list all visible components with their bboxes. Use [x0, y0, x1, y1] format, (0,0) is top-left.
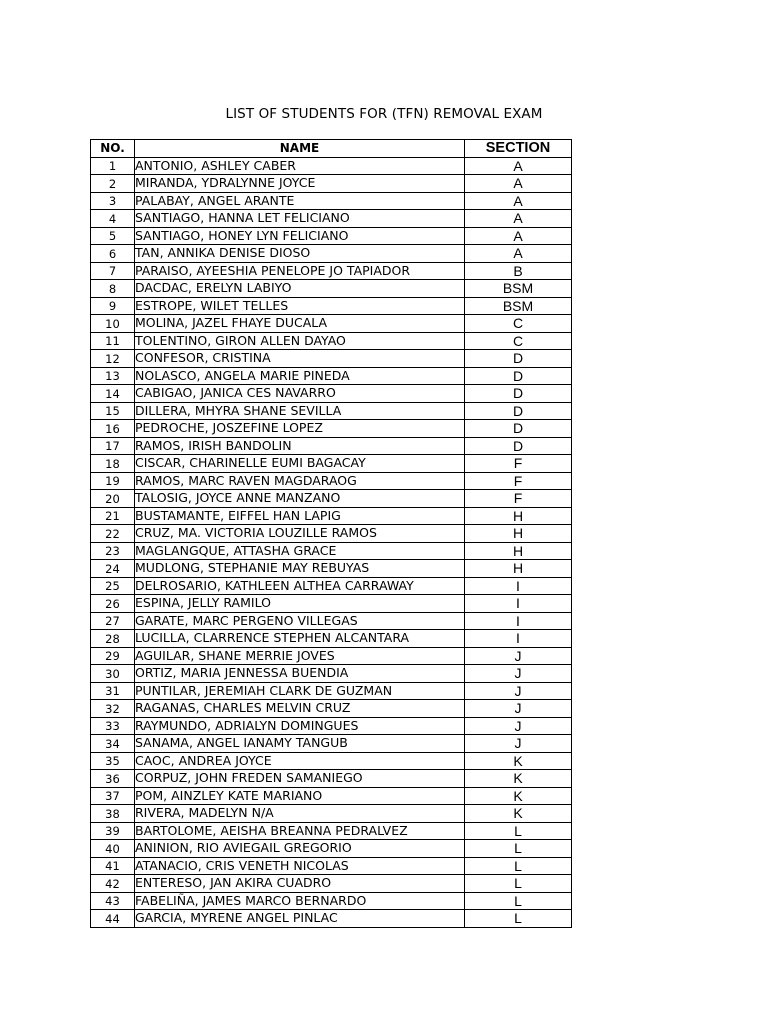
table-row [91, 840, 572, 858]
section-cell: BSM [465, 297, 572, 315]
section-cell: L [465, 840, 572, 858]
row-number-cell: 31 [91, 682, 135, 700]
section-cell: A [465, 157, 572, 175]
student-name-cell: TAN, ANNIKA DENISE DIOSO [135, 245, 465, 263]
row-number-cell: 10 [91, 315, 135, 333]
student-name-cell: CAOC, ANDREA JOYCE [135, 752, 465, 770]
section-cell: J [465, 717, 572, 735]
student-name-cell: BARTOLOME, AEISHA BREANNA PEDRALVEZ [135, 822, 465, 840]
student-name-cell: TALOSIG, JOYCE ANNE MANZANO [135, 490, 465, 508]
student-name-cell: PEDROCHE, JOSZEFINE LOPEZ [135, 420, 465, 438]
student-name-cell: MOLINA, JAZEL FHAYE DUCALA [135, 315, 465, 333]
student-name-cell: CONFESOR, CRISTINA [135, 350, 465, 368]
table-row [91, 262, 572, 280]
table-row [91, 437, 572, 455]
student-name-cell: ANINION, RIO AVIEGAIL GREGORIO [135, 840, 465, 858]
section-cell: A [465, 245, 572, 263]
section-cell: L [465, 857, 572, 875]
student-name-cell: DILLERA, MHYRA SHANE SEVILLA [135, 402, 465, 420]
student-name-cell: SANTIAGO, HONEY LYN FELICIANO [135, 227, 465, 245]
row-number-cell: 13 [91, 367, 135, 385]
row-number-cell: 39 [91, 822, 135, 840]
student-name-cell: PARAISO, AYEESHIA PENELOPE JO TAPIADOR [135, 262, 465, 280]
section-cell: I [465, 630, 572, 648]
section-cell: D [465, 420, 572, 438]
table-row [91, 192, 572, 210]
row-number-cell: 26 [91, 595, 135, 613]
row-number-cell: 23 [91, 542, 135, 560]
row-number-cell: 15 [91, 402, 135, 420]
table-row [91, 630, 572, 648]
section-cell: K [465, 770, 572, 788]
row-number-cell: 25 [91, 577, 135, 595]
row-number-cell: 34 [91, 735, 135, 753]
table-row [91, 910, 572, 928]
section-cell: F [465, 490, 572, 508]
row-number-cell: 17 [91, 437, 135, 455]
section-cell: K [465, 805, 572, 823]
table-row [91, 525, 572, 543]
row-number-cell: 29 [91, 647, 135, 665]
table-row [91, 175, 572, 193]
section-cell: J [465, 700, 572, 718]
row-number-cell: 28 [91, 630, 135, 648]
student-name-cell: RAMOS, IRISH BANDOLIN [135, 437, 465, 455]
row-number-cell: 27 [91, 612, 135, 630]
page-title [0, 106, 768, 122]
row-number-cell: 32 [91, 700, 135, 718]
row-number-cell: 41 [91, 857, 135, 875]
section-cell: K [465, 787, 572, 805]
table-row [91, 402, 572, 420]
table-row [91, 455, 572, 473]
table-row [91, 770, 572, 788]
section-cell: L [465, 875, 572, 893]
student-name-cell: RAMOS, MARC RAVEN MAGDARAOG [135, 472, 465, 490]
section-cell: A [465, 210, 572, 228]
section-cell: D [465, 385, 572, 403]
table-row [91, 612, 572, 630]
row-number-cell: 16 [91, 420, 135, 438]
table-row [91, 367, 572, 385]
section-cell: F [465, 455, 572, 473]
table-row [91, 332, 572, 350]
row-number-cell: 4 [91, 210, 135, 228]
table-row [91, 420, 572, 438]
section-cell: I [465, 612, 572, 630]
student-name-cell: RIVERA, MADELYN N/A [135, 805, 465, 823]
row-number-cell: 6 [91, 245, 135, 263]
section-cell: L [465, 910, 572, 928]
row-number-cell: 18 [91, 455, 135, 473]
table-row [91, 700, 572, 718]
table-row [91, 350, 572, 368]
student-name-cell: MUDLONG, STEPHANIE MAY REBUYAS [135, 560, 465, 578]
table-row [91, 472, 572, 490]
table-row [91, 665, 572, 683]
student-name-cell: GARCIA, MYRENE ANGEL PINLAC [135, 910, 465, 928]
student-name-cell: POM, AINZLEY KATE MARIANO [135, 787, 465, 805]
table-row [91, 752, 572, 770]
table-body [91, 157, 572, 927]
section-cell: D [465, 367, 572, 385]
table-row [91, 735, 572, 753]
row-number-cell: 21 [91, 507, 135, 525]
row-number-cell: 11 [91, 332, 135, 350]
row-number-cell: 19 [91, 472, 135, 490]
section-cell: D [465, 437, 572, 455]
section-cell: H [465, 560, 572, 578]
table-row [91, 857, 572, 875]
row-number-cell: 8 [91, 280, 135, 298]
student-name-cell: DACDAC, ERELYN LABIYO [135, 280, 465, 298]
student-name-cell: TOLENTINO, GIRON ALLEN DAYAO [135, 332, 465, 350]
section-cell: C [465, 332, 572, 350]
student-name-cell: LUCILLA, CLARRENCE STEPHEN ALCANTARA [135, 630, 465, 648]
student-name-cell: GARATE, MARC PERGENO VILLEGAS [135, 612, 465, 630]
student-name-cell: CRUZ, MA. VICTORIA LOUZILLE RAMOS [135, 525, 465, 543]
student-name-cell: SANTIAGO, HANNA LET FELICIANO [135, 210, 465, 228]
row-number-cell: 42 [91, 875, 135, 893]
student-name-cell: CABIGAO, JANICA CES NAVARRO [135, 385, 465, 403]
row-number-cell: 33 [91, 717, 135, 735]
student-name-cell: ESTROPE, WILET TELLES [135, 297, 465, 315]
student-name-cell: MAGLANGQUE, ATTASHA GRACE [135, 542, 465, 560]
student-name-cell: ESPINA, JELLY RAMILO [135, 595, 465, 613]
student-name-cell: FABELIÑA, JAMES MARCO BERNARDO [135, 892, 465, 910]
table-row [91, 787, 572, 805]
table-row [91, 385, 572, 403]
row-number-cell: 1 [91, 157, 135, 175]
table-row [91, 280, 572, 298]
section-cell: F [465, 472, 572, 490]
section-cell: A [465, 227, 572, 245]
table-row [91, 297, 572, 315]
table-row [91, 490, 572, 508]
table-row [91, 717, 572, 735]
student-name-cell: PALABAY, ANGEL ARANTE [135, 192, 465, 210]
row-number-cell: 12 [91, 350, 135, 368]
section-cell: L [465, 892, 572, 910]
student-name-cell: ENTERESO, JAN AKIRA CUADRO [135, 875, 465, 893]
row-number-cell: 2 [91, 175, 135, 193]
section-cell: H [465, 507, 572, 525]
row-number-cell: 20 [91, 490, 135, 508]
section-cell: J [465, 682, 572, 700]
table-row [91, 682, 572, 700]
table-header [91, 140, 572, 158]
section-cell: B [465, 262, 572, 280]
student-name-cell: ANTONIO, ASHLEY CABER [135, 157, 465, 175]
section-cell: J [465, 647, 572, 665]
row-number-cell: 38 [91, 805, 135, 823]
column-header-name: NAME [135, 140, 465, 158]
table-row [91, 210, 572, 228]
table-row [91, 822, 572, 840]
student-name-cell: CISCAR, CHARINELLE EUMI BAGACAY [135, 455, 465, 473]
table-row [91, 560, 572, 578]
column-header-section: SECTION [465, 140, 572, 158]
student-name-cell: RAYMUNDO, ADRIALYN DOMINGUES [135, 717, 465, 735]
table-row [91, 805, 572, 823]
student-list-table [90, 139, 572, 928]
row-number-cell: 37 [91, 787, 135, 805]
section-cell: L [465, 822, 572, 840]
section-cell: I [465, 577, 572, 595]
row-number-cell: 30 [91, 665, 135, 683]
table-row [91, 157, 572, 175]
student-name-cell: DELROSARIO, KATHLEEN ALTHEA CARRAWAY [135, 577, 465, 595]
row-number-cell: 40 [91, 840, 135, 858]
table-row [91, 875, 572, 893]
table-row [91, 892, 572, 910]
table-row [91, 577, 572, 595]
student-name-cell: SANAMA, ANGEL IANAMY TANGUB [135, 735, 465, 753]
row-number-cell: 44 [91, 910, 135, 928]
row-number-cell: 43 [91, 892, 135, 910]
section-cell: H [465, 525, 572, 543]
section-cell: K [465, 752, 572, 770]
student-name-cell: ATANACIO, CRIS VENETH NICOLAS [135, 857, 465, 875]
table-row [91, 647, 572, 665]
page-title-text: LIST OF STUDENTS FOR (TFN) REMOVAL EXAM [225, 106, 543, 122]
section-cell: J [465, 665, 572, 683]
row-number-cell: 7 [91, 262, 135, 280]
student-name-cell: AGUILAR, SHANE MERRIE JOVES [135, 647, 465, 665]
student-name-cell: PUNTILAR, JEREMIAH CLARK DE GUZMAN [135, 682, 465, 700]
section-cell: D [465, 402, 572, 420]
table-row [91, 227, 572, 245]
section-cell: J [465, 735, 572, 753]
section-cell: BSM [465, 280, 572, 298]
table-row [91, 315, 572, 333]
student-name-cell: NOLASCO, ANGELA MARIE PINEDA [135, 367, 465, 385]
student-name-cell: CORPUZ, JOHN FREDEN SAMANIEGO [135, 770, 465, 788]
table-row [91, 507, 572, 525]
row-number-cell: 35 [91, 752, 135, 770]
section-cell: A [465, 175, 572, 193]
section-cell: A [465, 192, 572, 210]
header-row [91, 140, 572, 158]
student-name-cell: ORTIZ, MARIA JENNESSA BUENDIA [135, 665, 465, 683]
row-number-cell: 24 [91, 560, 135, 578]
row-number-cell: 36 [91, 770, 135, 788]
student-name-cell: MIRANDA, YDRALYNNE JOYCE [135, 175, 465, 193]
student-name-cell: RAGANAS, CHARLES MELVIN CRUZ [135, 700, 465, 718]
student-name-cell: BUSTAMANTE, EIFFEL HAN LAPIG [135, 507, 465, 525]
section-cell: I [465, 595, 572, 613]
table-row [91, 542, 572, 560]
column-header-no: NO. [91, 140, 135, 158]
row-number-cell: 14 [91, 385, 135, 403]
section-cell: H [465, 542, 572, 560]
section-cell: D [465, 350, 572, 368]
row-number-cell: 3 [91, 192, 135, 210]
row-number-cell: 9 [91, 297, 135, 315]
table-row [91, 245, 572, 263]
row-number-cell: 22 [91, 525, 135, 543]
section-cell: C [465, 315, 572, 333]
row-number-cell: 5 [91, 227, 135, 245]
table-row [91, 595, 572, 613]
